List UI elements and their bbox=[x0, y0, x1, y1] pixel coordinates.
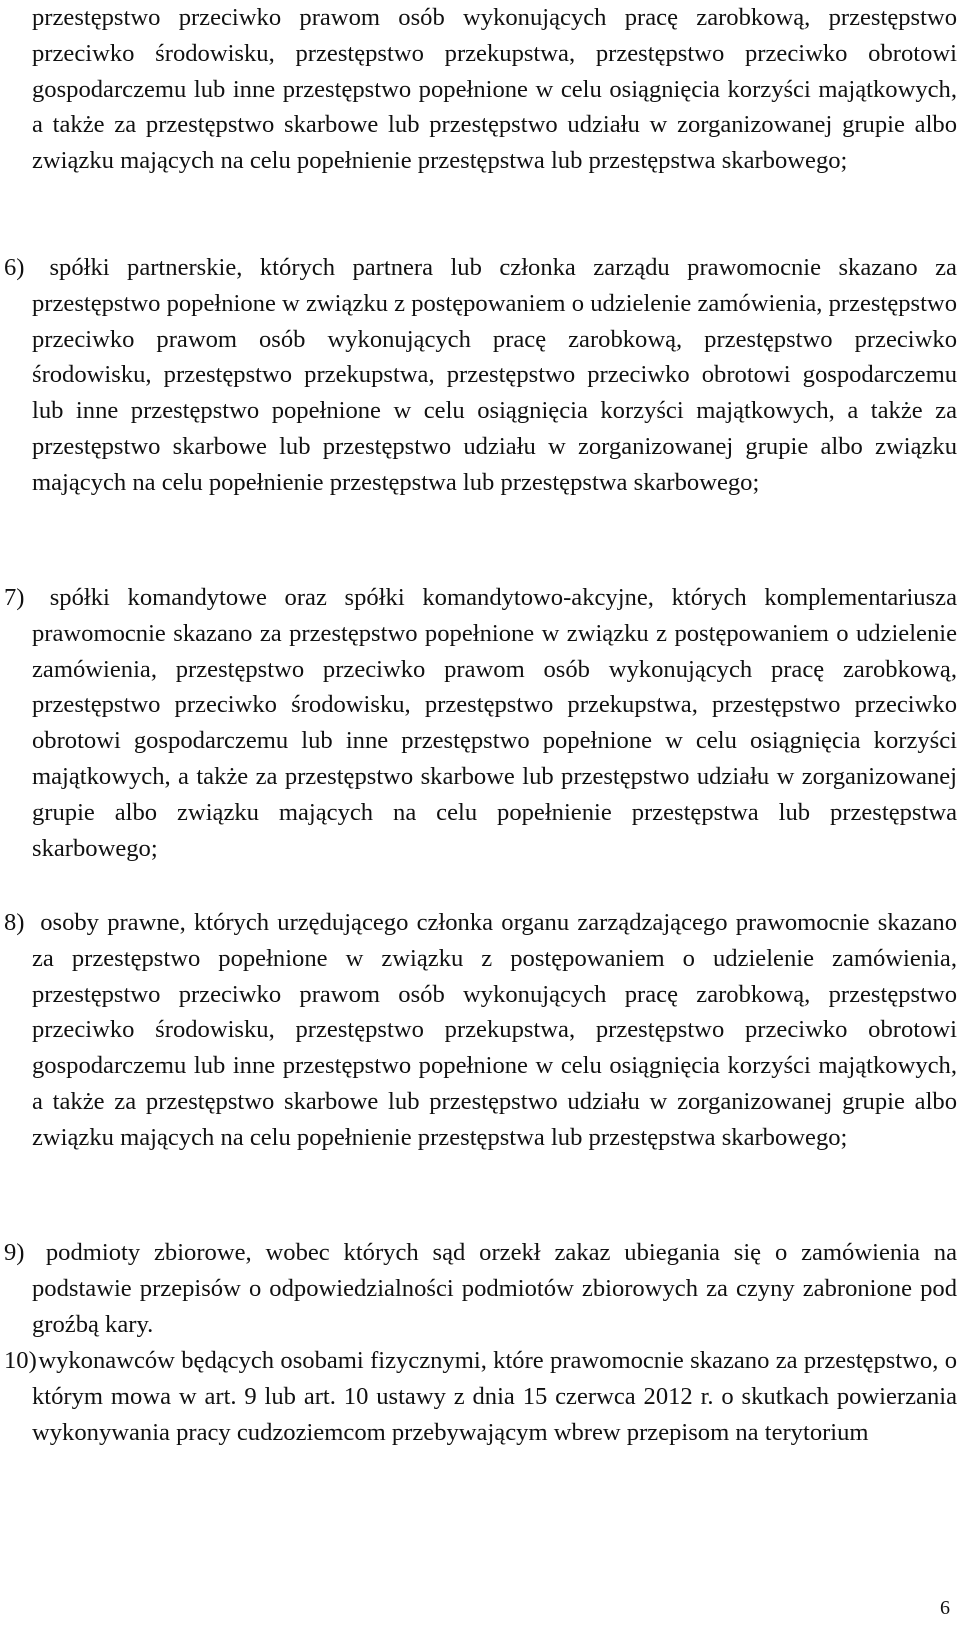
list-item-number: 7) bbox=[4, 584, 25, 611]
list-item-text: osoby prawne, których urzędującego członka organu zarządzającego prawomocnie skazano za przestępstwo popełnione w związku z postępowaniem o udzielenie zamówienia, przestępstwo przeciwko prawom osób wykonujących pracę zarobkową, przestępstwo przeciwko środowisku, przestępstwo przekupstwa, przestępstwo przeciwko obrotowi gospodarczemu lub inne przestępstwo popełnione w celu osiągnięcia korzyści majątkowych, a także za przestępstwo skarbowe lub przestępstwo udziału w zorganizowanej grupie albo związku mających na celu popełnienie przestępstwa lub przestępstwa skarbowego; bbox=[32, 909, 957, 1151]
continued-paragraph: przestępstwo przeciwko prawom osób wykonujących pracę zarobkową, przestępstwo przeciwko środowisku, przestępstwo przekupstwa, przestępstwo przeciwko obrotowi gospodarczemu lub inne przestępstwo popełnione w celu osiągnięcia korzyści majątkowych, a także za przestępstwo skarbowe lub przestępstwo udziału w zorganizowanej grupie albo związku mających na celu popełnienie przestępstwa lub przestępstwa skarbowego; bbox=[32, 4, 957, 175]
list-item-text: podmioty zbiorowe, wobec których sąd orzekł zakaz ubiegania się o zamówienia na podstawie przepisów o odpowiedzialności podmiotów zbiorowych za czyny zabronione pod groźbą kary. bbox=[32, 1239, 957, 1338]
list-item-6 bbox=[4, 250, 957, 501]
list-item-text: spółki partnerskie, których partnera lub członka zarządu prawomocnie skazano za przestępstwo popełnione w związku z postępowaniem o udzielenie zamówienia, przestępstwo przeciwko prawom osób wykonujących pracę zarobkową, przestępstwo przeciwko środowisku, przestępstwo przekupstwa, przestępstwo przeciwko obrotowi gospodarczemu lub inne przestępstwo popełnione w celu osiągnięcia korzyści majątkowych, a także za przestępstwo skarbowe lub przestępstwo udziału w zorganizowanej grupie albo związku mających na celu popełnienie przestępstwa lub przestępstwa skarbowego; bbox=[32, 254, 957, 496]
list-item-7 bbox=[4, 580, 957, 866]
list-item-10 bbox=[4, 1343, 957, 1450]
list-item-9 bbox=[4, 1235, 957, 1342]
list-item-number: 8) bbox=[4, 909, 25, 936]
list-item-text: spółki komandytowe oraz spółki komandytowo-akcyjne, których komplementariusza prawomocnie skazano za przestępstwo popełnione w związku z postępowaniem o udzielenie zamówienia, przestępstwo przeciwko prawom osób wykonujących pracę zarobkową, przestępstwo przeciwko środowisku, przestępstwo przekupstwa, przestępstwo przeciwko obrotowi gospodarczemu lub inne przestępstwo popełnione w celu osiągnięcia korzyści majątkowych, a także za przestępstwo skarbowe lub przestępstwo udziału w zorganizowanej grupie albo związku mających na celu popełnienie przestępstwa lub przestępstwa skarbowego; bbox=[32, 584, 957, 862]
list-item-number: 10) bbox=[4, 1347, 37, 1374]
list-item-8 bbox=[4, 905, 957, 1156]
list-item-number: 9) bbox=[4, 1239, 25, 1266]
page-number: 6 bbox=[940, 1597, 950, 1619]
list-item-text: wykonawców będących osobami fizycznymi, które prawomocnie skazano za przestępstwo, o którym mowa w art. 9 lub art. 10 ustawy z dnia 15 czerwca 2012 r. o skutkach powierzania wykonywania pracy cudzoziemcom przebywającym wbrew przepisom na terytorium bbox=[32, 1347, 957, 1446]
list-item-number: 6) bbox=[4, 254, 25, 281]
